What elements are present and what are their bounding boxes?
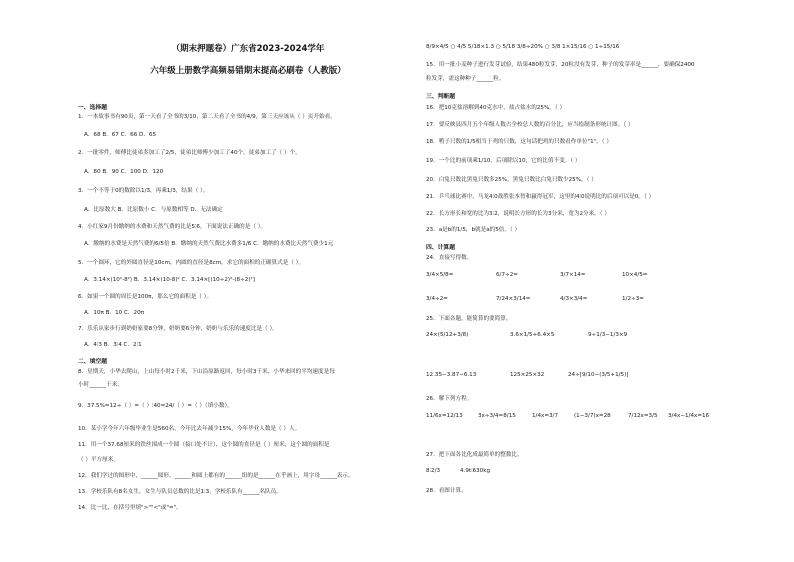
q1: 1．一本故事书有90页，第一天看了全书的3/10，第二天看了全书的4/9，第三天应该从（ ）页开始看。 bbox=[78, 114, 336, 120]
q20: 20．白兔只数比黑兔只数多25%，黑兔只数比白兔只数少25%。（ ） bbox=[426, 177, 597, 183]
q28: 28．看图计算。 bbox=[426, 488, 467, 494]
q8: 8．星期天，小华去爬山，上山每小时2千米，下山沿原路返回，每小时3千米，小华来回的平均速度是每 bbox=[78, 369, 335, 375]
section-fill: 二、填空题 bbox=[78, 359, 107, 365]
calc24-item: 3/4÷2= bbox=[426, 296, 448, 302]
q11-cont: （ ）平方厘米。 bbox=[78, 457, 119, 463]
q10: 10．某小学今年六年级毕业生是560名，今年比去年减少15%，今年毕业人数是（ ）人。 bbox=[78, 426, 301, 432]
calc26-item: 3/4x−1/4x=16 bbox=[668, 413, 710, 419]
q12: 12．我们学过的图形中，______圆形、______和圆上都有的______组的是______在乎画上，用字母______表示。 bbox=[78, 473, 354, 479]
calc26-item: 11/6x=12/13 bbox=[426, 413, 463, 419]
q4-options: A．缴纳的水费是天然气费的6/5倍 B．缴纳的天然气费比水费多1/6 C．缴纳的水费比天然气费少1元 bbox=[84, 241, 334, 247]
q4: 4．小红家9月份缴纳的水费和天然气费的比是5∶6，下面说法正确的是（ ）。 bbox=[78, 224, 267, 230]
q5-options: A．3.14×(10²-8²) B．3.14×(10-8)² C．3.14×[(10÷2)²-(8÷2)²] bbox=[84, 277, 255, 283]
q9: 9．37.5%=12÷（ ）=（ ）∶40=24/（ ）=（ ）（填小数）。 bbox=[78, 403, 233, 409]
q8-cont: 小时______千米。 bbox=[78, 382, 123, 388]
q3-options: A．比原数大 B．比原数小 C．与原数相等 D．无法确定 bbox=[84, 207, 223, 213]
calc24-item: 3/4×5/8= bbox=[426, 272, 454, 278]
q5: 5．一个圆环，它的外圆直径是10cm，内圆的直径是8cm，求它的面积的正确算式是（ ）。 bbox=[78, 260, 305, 266]
calc27-item: 4.9t∶630kg bbox=[460, 468, 491, 474]
calc24-item: 10×4/5= bbox=[622, 272, 648, 278]
q16: 16．把10克盐溶解到40克水中，盐占盐水的25%。（ ） bbox=[426, 105, 566, 111]
q1-options: A．68 B．67 C．66 D．65 bbox=[84, 132, 157, 138]
section-calc: 四、计算题 bbox=[426, 245, 455, 251]
q22: 22．长方形长和宽的比为3∶2，说明长方形的长为3分米，宽为2分米。（ ） bbox=[426, 211, 611, 217]
q15: 15．用一批小麦种子进行发芽试验，结果480粒发芽，20粒没有发芽，种子的发芽率是______，要确保2400 bbox=[426, 62, 695, 68]
q27: 27．把下面各比化成最简单的整数比。 bbox=[426, 452, 523, 458]
q6-options: A．10π B．10 C．20π bbox=[84, 310, 144, 316]
calc27-item: 8∶2/3 bbox=[426, 468, 441, 474]
q2: 2．一批零件，师傅比徒弟多加工了2/5，徒弟比师傅少加工了40个，徒弟加工了（ ）个。 bbox=[78, 150, 301, 156]
calc25-item: 125×25×32 bbox=[510, 372, 545, 378]
q17: 17．要反映县四月五个年级人数占全校总人数的百分比，应当绘制条形统计图。（ ） bbox=[426, 122, 634, 128]
left-column bbox=[78, 0, 418, 562]
calc24-item: 6/7÷2= bbox=[496, 272, 518, 278]
q18: 18．鸭子只数的1/5相当于鸡的只数，这句话把鸡的只数看作单位"1"。（ ） bbox=[426, 139, 613, 145]
calc25-item: 12.35−3.87−6.13 bbox=[426, 372, 477, 378]
calc24-item: 4/3×3/4= bbox=[560, 296, 588, 302]
calc24-item: 1/2÷3= bbox=[622, 296, 644, 302]
q15-cont: 粒发芽，需这种种子______粒。 bbox=[426, 76, 505, 82]
q23: 23．a是b的1/5，b就是a的5倍。（ ） bbox=[426, 227, 521, 233]
calc26-item: 7/12x=3/5 bbox=[628, 413, 658, 419]
q19: 19．一个比的前项乘1/10，后项除以10，它的比值不变。（ ） bbox=[426, 158, 581, 164]
calc26-item: 3x÷3/4=8/15 bbox=[478, 413, 516, 419]
calc25-item: 9÷1/3−1/3×9 bbox=[588, 332, 628, 338]
q11: 11．用一个37.68厘米的铁丝围成一个圆（接口处不计），这个圆的直径是（ ）厘米，这个圆的面积是 bbox=[78, 442, 330, 448]
calc25-item: 24×(5/12+3/8) bbox=[426, 332, 469, 338]
doc-title-line1: （期末押题卷）广东省2023-2024学年 bbox=[171, 44, 325, 54]
q26: 26．解下列方程。 bbox=[426, 396, 473, 402]
doc-title-line2: 六年级上册数学高频易错期末提高必刷卷（人教版） bbox=[150, 66, 346, 76]
q7-options: A．4∶3 B．3∶4 C．2∶1 bbox=[84, 342, 142, 348]
q14: 14．比一比，在括号里填">""<"或"="。 bbox=[78, 505, 182, 511]
calc26-item: (1−3/7)x=28 bbox=[574, 413, 611, 419]
calc24-item: 7/24×3/14= bbox=[496, 296, 531, 302]
section-judge: 三、判断题 bbox=[426, 94, 455, 100]
q2-options: A．80 B．90 C．100 D．120 bbox=[84, 169, 164, 175]
q24: 24．直接写得数。 bbox=[426, 255, 473, 261]
q3: 3．一个不等于0的数除以1/3，再乘1/3，结果（ ）。 bbox=[78, 188, 209, 194]
calc26-item: 1/4x=3/7 bbox=[532, 413, 559, 419]
q13: 13．学校乐队有8名女生，女生与队员总数的比是1∶3，学校乐队有______名队员。 bbox=[78, 489, 282, 495]
calc25-item: 3.6×1/5+6.4×5 bbox=[510, 332, 555, 338]
q25: 25．下面各题，能简算的要简算。 bbox=[426, 316, 512, 322]
calc24-item: 3/7×14= bbox=[560, 272, 586, 278]
section-choice: 一、选择题 bbox=[78, 105, 107, 111]
right-column bbox=[420, 0, 720, 562]
q14-comparisons: 8/9×4/5 ○ 4/5 5/18×1.3 ○ 5/18 3/8÷20% ○ 3/8 1×15/16 ○ 1÷15/16 bbox=[426, 44, 620, 50]
q21: 21．乒乓球比赛中，马龙4∶0战胜张本智和赢得冠军，这里的4∶0说明比的后项可以是0。（ ） bbox=[426, 194, 655, 200]
q6: 6．如果一个圆的周长是100π，那么它的面积是（ ）。 bbox=[78, 294, 213, 300]
calc25-item: 24÷[9/10−(3/5+1/5)] bbox=[568, 372, 629, 378]
q7: 7．乐乐从家步行到奶奶家要8分钟，奶奶要6分钟，奶奶与乐乐的速度比是（ ）。 bbox=[78, 326, 278, 332]
